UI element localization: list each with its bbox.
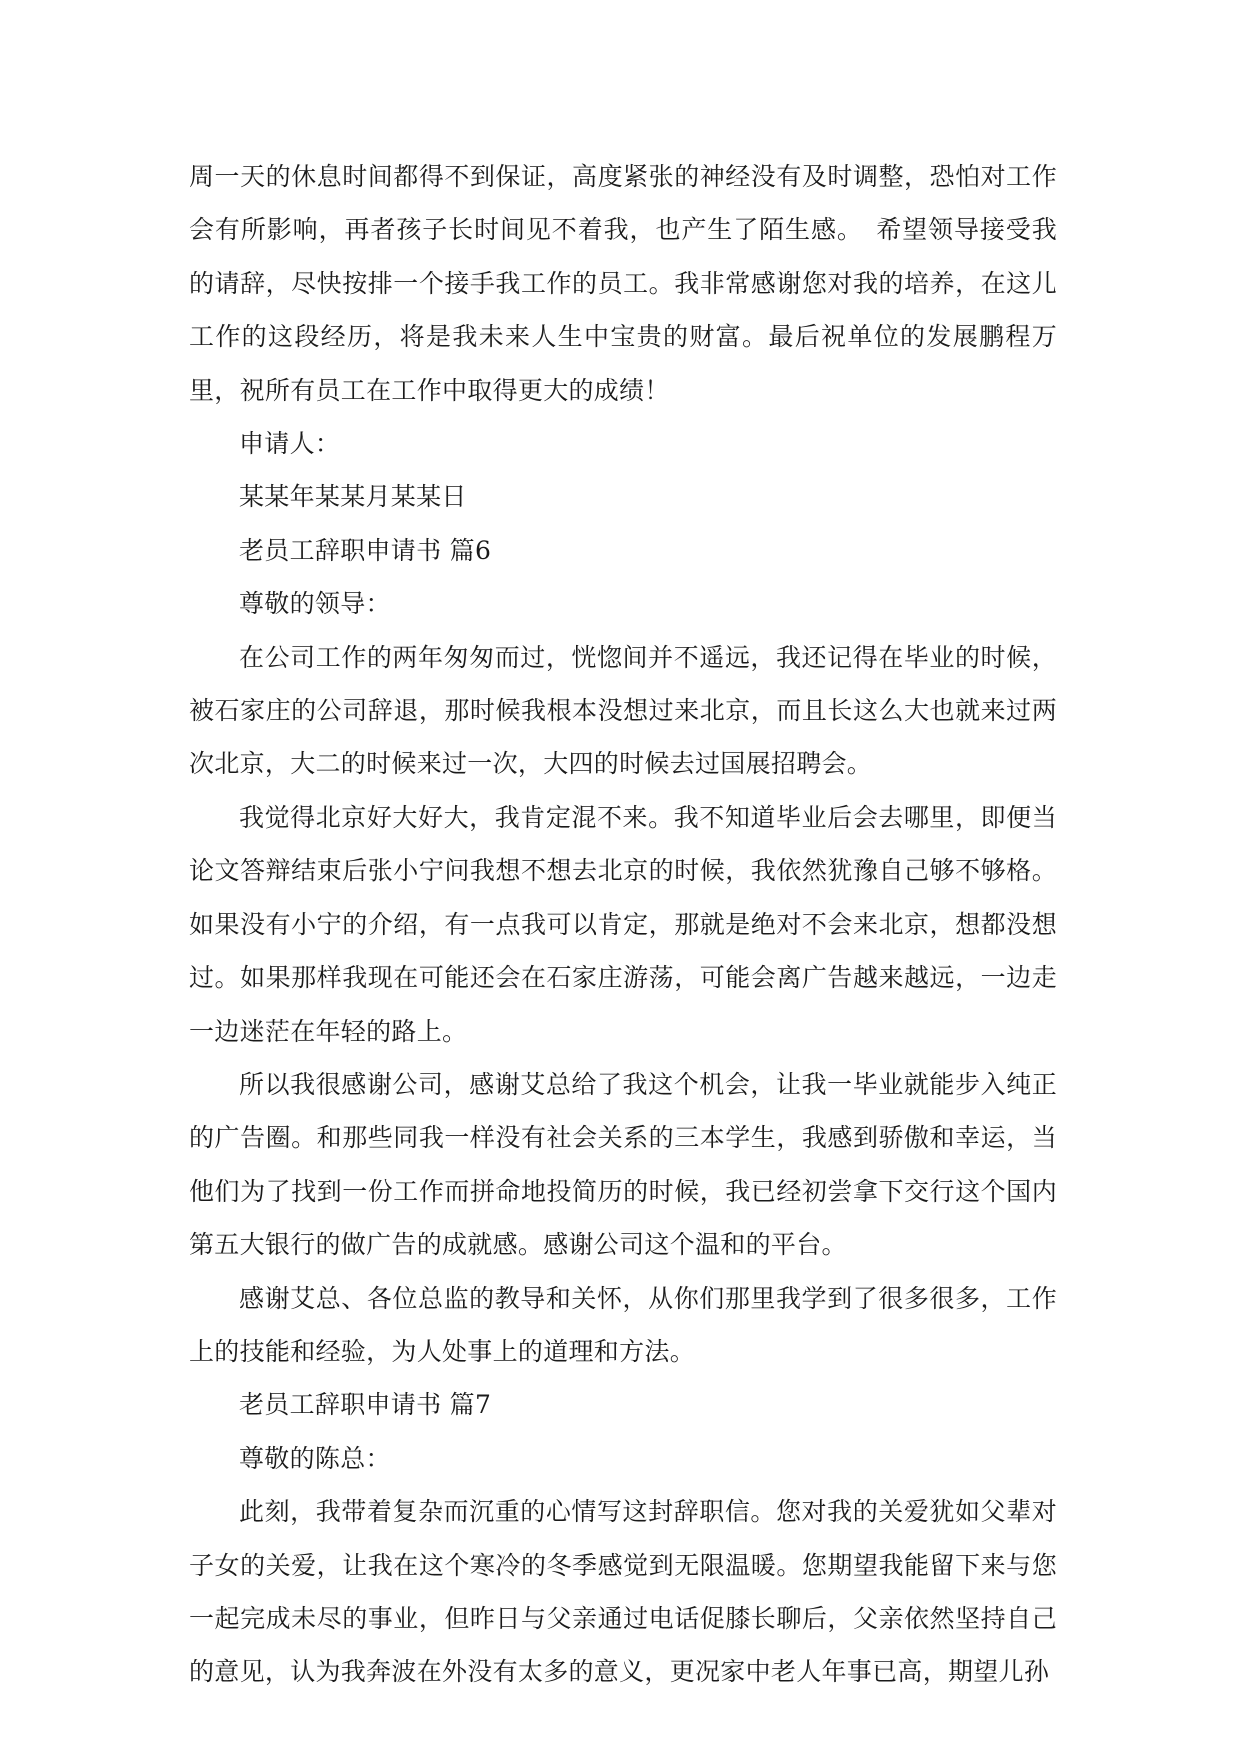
salutation-6: 尊敬的领导： bbox=[239, 589, 391, 619]
paragraph-7-1: 此刻，我带着复杂而沉重的心情写这封辞职信。您对我的关爱犹如父辈对子女的关爱，让我在这个寒冷的冬季感觉到无限温暖。您期望我能留下来与您一起完成未尽的事业，但昨日与父亲通过电话促膝长聊后，父亲依然坚持自己的意见，认为我奔波在外没有太多的意义，更况家中老人年事已高，期望儿孙 bbox=[189, 1497, 1057, 1687]
paragraph-6-1: 在公司工作的两年匆匆而过，恍惚间并不遥远，我还记得在毕业的时候，被石家庄的公司辞退，那时候我根本没想过来北京，而且长这么大也就来过两次北京，大二的时候来过一次，大四的时候去过国展招聘会。 bbox=[189, 642, 1057, 779]
applicant-line: 申请人： bbox=[239, 429, 341, 459]
section-heading-7: 老员工辞职申请书 篇7 bbox=[239, 1390, 492, 1420]
paragraph-6-3: 所以我很感谢公司，感谢艾总给了我这个机会，让我一毕业就能步入纯正的广告圈。和那些同我一样没有社会关系的三本学生，我感到骄傲和幸运，当他们为了找到一份工作而拼命地投简历的时候，我已经初尝拿下交行这个国内第五大银行的做广告的成就感。感谢公司这个温和的平台。 bbox=[189, 1069, 1057, 1260]
salutation-7: 尊敬的陈总： bbox=[239, 1443, 391, 1473]
paragraph-6-4: 感谢艾总、各位总监的教导和关怀，从你们那里我学到了很多很多，工作上的技能和经验，为人处事上的道理和方法。 bbox=[189, 1283, 1057, 1366]
date-line: 某某年某某月某某日 bbox=[239, 482, 467, 512]
document-body bbox=[189, 150, 1057, 1699]
continued-paragraph: 周一天的休息时间都得不到保证，高度紧张的神经没有及时调整，恐怕对工作会有所影响，再者孩子长时间见不着我，也产生了陌生感。 希望领导接受我的请辞，尽快按排一个接手我工作的员工。我非常感谢您对我的培养，在这儿工作的这段经历，将是我未来人生中宝贵的财富。最后祝单位的发展鹏程万里，祝所有员工在工作中取得更大的成绩！ bbox=[189, 162, 1057, 405]
paragraph-6-2: 我觉得北京好大好大，我肯定混不来。我不知道毕业后会去哪里，即便当论文答辩结束后张小宁问我想不想去北京的时候，我依然犹豫自己够不够格。如果没有小宁的介绍，有一点我可以肯定，那就是绝对不会来北京，想都没想过。如果那样我现在可能还会在石家庄游荡，可能会离广告越来越远，一边走一边迷茫在年轻的路上。 bbox=[189, 802, 1057, 1046]
section-heading-6: 老员工辞职申请书 篇6 bbox=[239, 535, 492, 565]
